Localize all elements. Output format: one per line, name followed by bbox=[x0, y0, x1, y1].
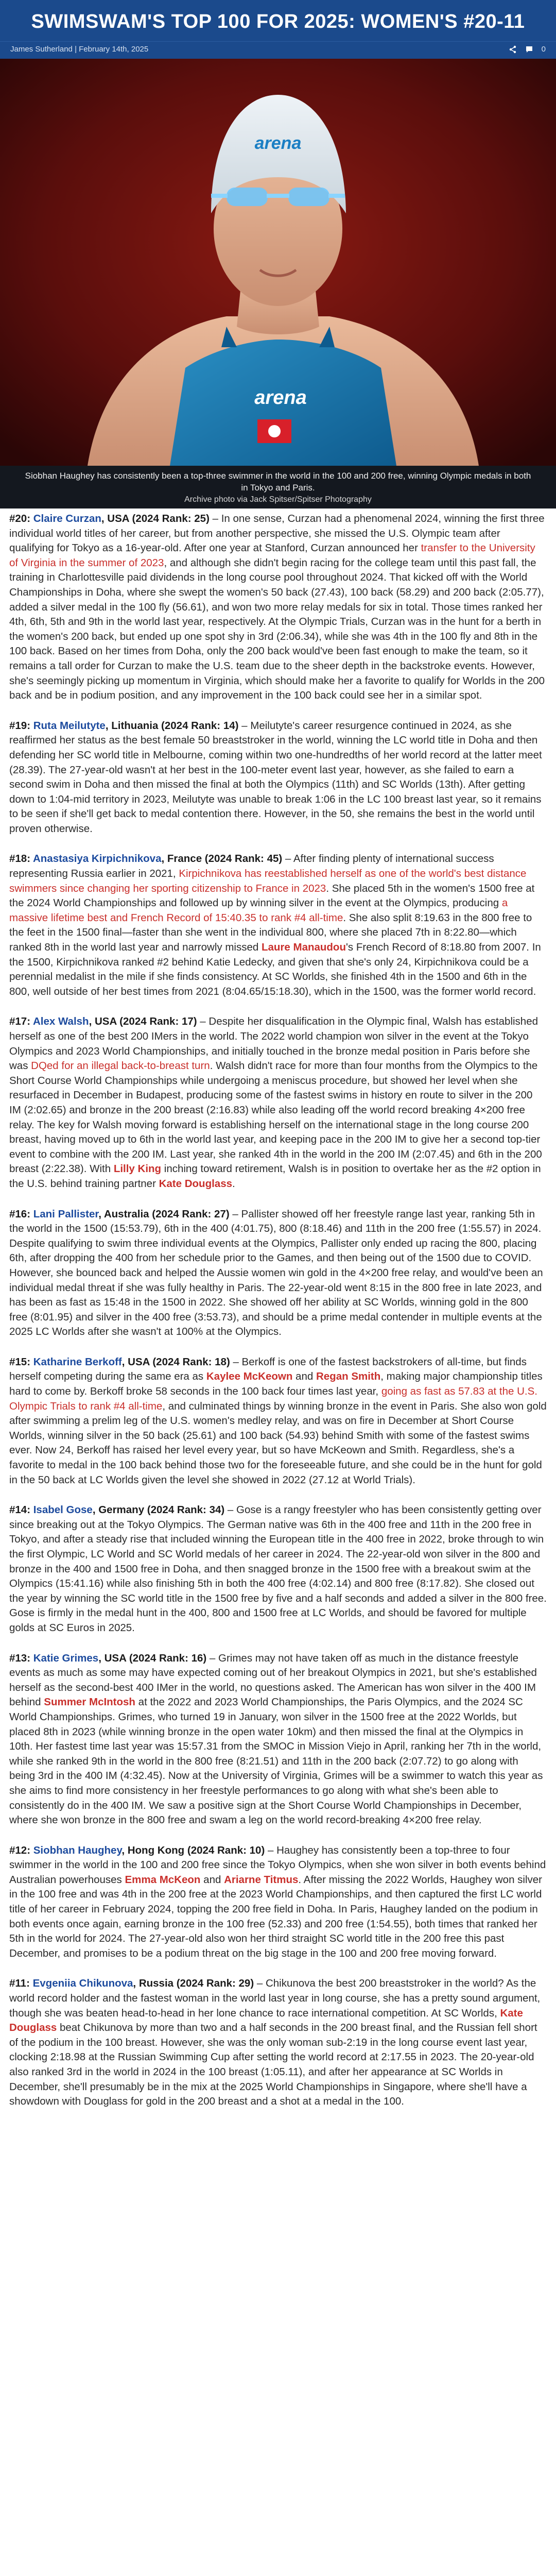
entry-rank: #19: bbox=[9, 719, 33, 732]
entry-rank: #16: bbox=[9, 1208, 33, 1220]
athlete-mention-link[interactable]: Kate Douglass bbox=[159, 1177, 232, 1190]
entry-text: – Meilutyte's career resurgence continued in 2024, as she reaffirmed her status as the best female 50 breaststroker in the world, winning the LC world title in Doha and then defending her SC world title in Melbourne, coming within two one-hundredths of her world record at the latter meet (28.39). The 27-year-old wasn't at her best in the 100-meter event last year, however, as she failed to earn a second swim in Doha and then missed the final at both the Olympics (11th) and SC Worlds (13th). After getting down to 1:04-mid territory in 2023, Meilutyte was unable to break 1:06 in the LC 100 breast last year, so it remains to be seen if she'll get back to medal contention there. However, in the 50, she remains the best in the world until proven otherwise. bbox=[9, 719, 542, 835]
entry-country-rank: , Lithuania (2024 Rank: 14) bbox=[105, 719, 239, 732]
cap-logo: arena bbox=[254, 133, 302, 153]
athlete-name-link[interactable]: Evgeniia Chikunova bbox=[32, 1977, 133, 1990]
entry-country-rank: , Germany (2024 Rank: 34) bbox=[92, 1504, 225, 1516]
entry-text: – Gose is a rangy freestyler who has been consistently getting over since breaking out at the Tokyo Olympics. The German native was 6th in the 400 free and 11th in the 200 free in Tokyo, and after a steady rise that included winning the European title in the 400 free in 2022, broke through to win the first Olympic, LC World and SC World medals of her career in 2024. The 22-year-old won silver in the 800 and bronze in the 400 and 1500 free in Doha, and then snagged bronze in the 1500 free with a breakout swim at the Olympics (15:41.16) while also finishing 5th in both the 400 free (4:02.14) and 800 free (8:17.82). She closed out the year by winning the SC world title in the 1500 free by five and a half seconds and added a silver in the 800 free. Gose is firmly in the medal hunt in the 400, 800 and 1500 free at LC Worlds, and should be favored for multiple golds at SC Euros in 2025. bbox=[9, 1504, 547, 1634]
athlete-name-link[interactable]: Alex Walsh bbox=[32, 1015, 89, 1028]
athlete-mention-link[interactable]: Laure Manaudou bbox=[261, 941, 346, 954]
photo-credit: Archive photo via Jack Spitser/Spitser Photography bbox=[184, 495, 372, 504]
entry-text: – Grimes may not have taken off as much in the distance freestyle events as much as some may have expected coming out of her breakout Olympics in 2021, but she's established herself as the second-best 400 IMer in the world, no questions asked. The American has won silver in the 400 IM behind bbox=[9, 1652, 537, 1708]
entry-text: . She also split 8:19.63 in the 800 free to the feet in the 1500 final—faster than she went in the individual 800, where she placed 7th in 8:22.80—which ranked 8th in the world last year and narrowly missed bbox=[9, 911, 532, 954]
entry-text: . She placed 5th in the women's 1500 free at the 2024 World Championships and followed up by winning silver in the event at the Olympics, producing bbox=[9, 882, 535, 909]
entry-text: , and culminated things by winning bronze in the event in Paris. She also won gold after swimming a prelim leg of the U.S. women's medley relay, and was on fire in December at Short Course Worlds, winning silver in the 50 back (25.61) and 100 back (54.93) behind Smith with some of the fastest swims ever. Now 24, Berkoff has raised her level every year, but so have McKeown and Smith. Regardless, she's a favorite to medal in the 100 back behind those two for the foreseeable future, and she could be in the hunt for gold in the 50 back at LC Worlds given the level she showed in 2022 (27.12 at World Trials). bbox=[9, 1400, 547, 1486]
comment-icon[interactable] bbox=[525, 45, 533, 54]
ranking-entry bbox=[9, 512, 547, 703]
athlete-mention-link[interactable]: Lilly King bbox=[113, 1163, 162, 1175]
ranking-entry bbox=[9, 1976, 547, 2109]
entry-text: at the 2022 and 2023 World Championships, the Paris Olympics, and the 2024 SC World Championships. Grimes, who turned 19 in January, won silver in the 1500 free at the 2022 Worlds, but placed 8th in 2023 (while winning bronze in the open water 10km) and then missed the final at the Olympics in 10th. Her fastest time last year was 15:57.31 from the SMOC in Mission Viejo in April, ranking her 7th in the world, while she ranked 9th in the world in the 800 free (8:21.51) and 11th in the 200 back (2:07.72) to go along with being 3rd in the 400 IM (4:32.45). Now at the University of Virginia, Grimes will be a swimmer to watch this year as she aims to find more consistency in her freestyle performances to go along with what she's been able to consistently do in the 400 IM. We saw a positive sign at the Short Course World Championships in December, where she won bronze in the 800 free and swam a leg on the world record-breaking 4×200 free relay. bbox=[9, 1696, 543, 1826]
entry-country-rank: , Russia (2024 Rank: 29) bbox=[133, 1977, 254, 1990]
entry-text: – Berkoff is one of the fastest backstrokers of all-time, but finds herself competing during the same era as bbox=[9, 1355, 527, 1383]
ranking-entry bbox=[9, 1503, 547, 1635]
share-icon[interactable] bbox=[509, 45, 517, 54]
entry-country-rank: , France (2024 Rank: 45) bbox=[161, 853, 283, 865]
entry-rank: #13: bbox=[9, 1652, 33, 1664]
photo-caption bbox=[0, 466, 556, 509]
suit-logo: arena bbox=[254, 387, 307, 409]
ranking-entry bbox=[9, 719, 547, 837]
entry-country-rank: , USA (2024 Rank: 16) bbox=[98, 1652, 207, 1664]
entry-country-rank: , Australia (2024 Rank: 27) bbox=[98, 1208, 230, 1220]
meta-actions bbox=[509, 45, 546, 54]
entry-text: 's French Record of 8:18.80 from 2007. In the 1500, Kirpichnikova ranked #2 behind Katie Ledecky, and given that she's only 24, Kirpichnikova could be a perennial medalist in the mile if she finds consistency. At SC Worlds, she finished 4th in the 1500 and 6th in the 800, well outside of her best times from 2021 (8:04.65/15:18.30), which in the 1500, was the former world record. bbox=[9, 941, 541, 997]
comment-count[interactable]: 0 bbox=[541, 45, 546, 54]
article-body bbox=[0, 509, 556, 2130]
athlete-name-link[interactable]: Ruta Meilutyte bbox=[33, 719, 106, 732]
article-link[interactable]: a massive lifetime best and French Record of 15:40.35 to rank #4 all-time bbox=[9, 897, 508, 924]
page-title: SWIMSWAM'S TOP 100 FOR 2025: WOMEN'S #20-11 bbox=[31, 11, 525, 32]
caption-text: Siobhan Haughey has consistently been a top-three swimmer in the world in the 100 and 200 free, winning Olympic medals in both in Tokyo and Paris. bbox=[25, 471, 531, 493]
entry-rank: #20: bbox=[9, 513, 33, 524]
ranking-entry bbox=[9, 852, 547, 999]
athlete-mention-link[interactable]: Summer McIntosh bbox=[44, 1696, 135, 1708]
entry-text: , making major championship titles hard to come by. Berkoff broke 58 seconds in the 100 back four times last year, bbox=[9, 1370, 543, 1398]
athlete-mention-link[interactable]: Kate Douglass bbox=[9, 2007, 523, 2034]
entry-country-rank: , USA (2024 Rank: 25) bbox=[101, 513, 210, 524]
swimmer-photo bbox=[0, 59, 556, 466]
entry-text: – Pallister showed off her freestyle range last year, ranking 5th in the world in the 1500 (15:53.79), 6th in the 400 (4:01.75), 800 (8:18.46) and 11th in the 200 free (1:55.57) in 2024. Despite qualifying to swim three individual events at the Olympics, Pallister only ended up racing the 800, placing 6th, after dropping the 400 from her schedule prior to the Games, and then being out of the 1500 due to COVID. However, she bounced back and helped the Aussie women win gold in the 4×200 free relay, and would've been an individual medal threat if she was fully healthy in Paris. The 22-year-old went 8:15 in the 800 free in late 2023, and has been as fast as 15:48 in the 1500 in 2022. She showed off her ability at SC Worlds, winning gold in the 800 free (8:01.95) and silver in the 400 free (3:53.73), and should be a prime medal contender in multiple events at the 2025 LC Worlds after she wasn't at 100% at the Olympics. bbox=[9, 1208, 543, 1338]
entry-country-rank: , USA (2024 Rank: 18) bbox=[121, 1355, 230, 1368]
article-link[interactable]: Kirpichnikova has reestablished herself as one of the world's best distance swimmers since changing her sporting citizenship to France in 2023 bbox=[9, 868, 527, 894]
athlete-name-link[interactable]: Anastasiya Kirpichnikova bbox=[32, 853, 162, 865]
entry-text: – Haughey has consistently been a top-three to four swimmer in the world in the 100 and 200 free since the Tokyo Olympics, when she won silver in both events behind Australian powerhouses bbox=[9, 1844, 546, 1886]
entry-rank: #11: bbox=[9, 1977, 33, 1990]
athlete-mention-link[interactable]: Ariarne Titmus bbox=[224, 1873, 299, 1886]
entry-country-rank: , USA (2024 Rank: 17) bbox=[89, 1015, 197, 1028]
entry-rank: #12: bbox=[9, 1844, 33, 1856]
entry-text: – Despite her disqualification in the Olympic final, Walsh has established herself as one of the best 200 IMers in the world. The 2022 world champion won silver in the event at the Tokyo Olympics and 2023 World Championships, and initially touched in the bronze medal position in Paris before she was bbox=[9, 1015, 538, 1072]
byline: James Sutherland | February 14th, 2025 bbox=[10, 45, 149, 54]
athlete-name-link[interactable]: Siobhan Haughey bbox=[33, 1844, 122, 1856]
entry-rank: #17: bbox=[9, 1015, 33, 1028]
entry-text: beat Chikunova by more than two and a half seconds in the 200 breast final, and the Russian fell short of the podium in the 100 breast. However, she was the only woman sub-2:19 in the long course event last year, clocking 2:18.98 at the Russian Swimming Cup after setting the world record at 2:17.55 in 2023. The 20-year-old also ranked 3rd in the world in 2024 in the 100 breast (1:05.11), and after her appearance at SC Worlds in December, she'll presumably be in the mix at the 2025 World Championships in Singapore, where she'll have a showdown with Douglass for gold in the 200 breast and a shot at a medal in the 100. bbox=[9, 2022, 537, 2108]
entry-text: , and although she didn't begin racing for the college team until this past fall, the training in Charlottesville paid dividends in the long course pool throughout 2024. That kicked off with the World Championships in Doha, where she swept the women's 50 back (27.43), 100 back (58.29) and 200 back (2:05.77), added a silver medal in the 100 fly (56.61), and won two more relay medals for six in total. Those times ranked her 4th, 6th, 5th and 9th in the world last year, respectively. At the Olympic Trials, Curzan was in the hunt for a berth in the women's 200 back, but ended up one spot shy in 3rd (2:06.34), while she was 4th in the 100 fly and 8th in the 100 back. Based on her times from Doha, only the 200 back would've been fast enough to make the team, so it remains a tall order for Curzan to make the U.S. team due to the sheer depth in the backstroke events. However, she's seemingly picking up momentum in Virginia, which should make her a favorite to qualify for Worlds in the 200 back and be in podium position, and any improvement in the 100 back could see her in a similar spot. bbox=[9, 556, 545, 702]
athlete-mention-link[interactable]: Regan Smith bbox=[316, 1370, 381, 1383]
article-link[interactable]: DQed for an illegal back-to-breast turn bbox=[31, 1060, 210, 1072]
entry-text: . After missing the 2022 Worlds, Haughey won silver in the 100 free and was 4th in the 200 free at the 2023 World Championships, and then captured the first LC world title of her career in February 2024, topping the 200 free field in Doha. In Paris, Haughey landed on the podium in both events once again, earning bronze in the 100 free (52.33) and 200 free (1:54.55), both times that ranked her 5th in the world for 2024. The 27-year-old also won her third straight SC world title in the 200 free this past December, and promises to be a podium threat on the big stage in the 100 and 200 free moving forward. bbox=[9, 1873, 543, 1959]
entry-rank: #15: bbox=[9, 1355, 33, 1368]
ranking-entry bbox=[9, 1355, 547, 1487]
article-link[interactable]: going as fast as 57.83 at the U.S. Olympic Trials to rank #4 all-time bbox=[9, 1385, 537, 1412]
entry-text: – Chikunova the best 200 breaststroker in the world? As the world record holder and the fastest woman in the world last year in long course, she has a pretty sound argument, though she was beaten head-to-head in her lone chance to race international competition. At SC Worlds, bbox=[9, 1977, 541, 2019]
athlete-name-link[interactable]: Katie Grimes bbox=[33, 1652, 99, 1664]
entry-text: inching toward retirement, Walsh is in position to overtake her as the #2 option in the U.S. behind training partner bbox=[9, 1163, 541, 1190]
entry-text: and bbox=[292, 1370, 316, 1383]
ranking-entry bbox=[9, 1843, 547, 1961]
meta-bar bbox=[0, 41, 556, 59]
entry-rank: #18: bbox=[9, 853, 33, 865]
entry-country-rank: , Hong Kong (2024 Rank: 10) bbox=[121, 1844, 265, 1856]
entry-text: . Walsh didn't race for more than four months from the Olympics to the Short Course World Championships while undergoing a meniscus procedure, but showed her level when she resurfaced in December in Budapest, producing some of the fastest swims in history en route to silver in the 200 IM (2:02.65) and bronze in the 200 breast (2:16.83) while also leading off the world record breaking 4×200 free relay. The key for Walsh moving forward is establishing herself on the international stage in the long course 200 breast, having moved up to 6th in the world last year, and keeping pace in the 200 IM to give her a second top-tier event to combine with the 200 IM. Last year, she ranked 4th in the world in the 200 IM (2:07.45) and 6th in the 200 breast (2:22.38). With bbox=[9, 1060, 542, 1175]
ranking-entry bbox=[9, 1207, 547, 1340]
ranking-entry bbox=[9, 1651, 547, 1828]
athlete-mention-link[interactable]: Emma McKeon bbox=[125, 1873, 201, 1886]
entry-rank: #14: bbox=[9, 1504, 33, 1516]
athlete-name-link[interactable]: Lani Pallister bbox=[33, 1208, 99, 1220]
athlete-name-link[interactable]: Isabel Gose bbox=[33, 1504, 93, 1516]
hero-image bbox=[0, 59, 556, 466]
entry-text: – After finding plenty of international success representing Russia earlier in 2021, bbox=[9, 853, 494, 880]
article-link[interactable]: transfer to the University of Virginia in the summer of 2023 bbox=[9, 542, 535, 569]
athlete-mention-link[interactable]: Kaylee McKeown bbox=[206, 1370, 293, 1383]
athlete-name-link[interactable]: Claire Curzan bbox=[33, 513, 101, 524]
entry-text: . bbox=[232, 1177, 235, 1190]
athlete-name-link[interactable]: Katharine Berkoff bbox=[33, 1355, 122, 1368]
entry-text: and bbox=[200, 1873, 224, 1886]
entry-text: – In one sense, Curzan had a phenomenal 2024, winning the first three individual world titles of her career, but from another perspective, she missed the U.S. Olympic team after qualifying for Tokyo as a 16-year-old. After one year at Stanford, Curzan announced her bbox=[9, 513, 545, 554]
ranking-entry bbox=[9, 1014, 547, 1191]
title-bar bbox=[0, 0, 556, 41]
